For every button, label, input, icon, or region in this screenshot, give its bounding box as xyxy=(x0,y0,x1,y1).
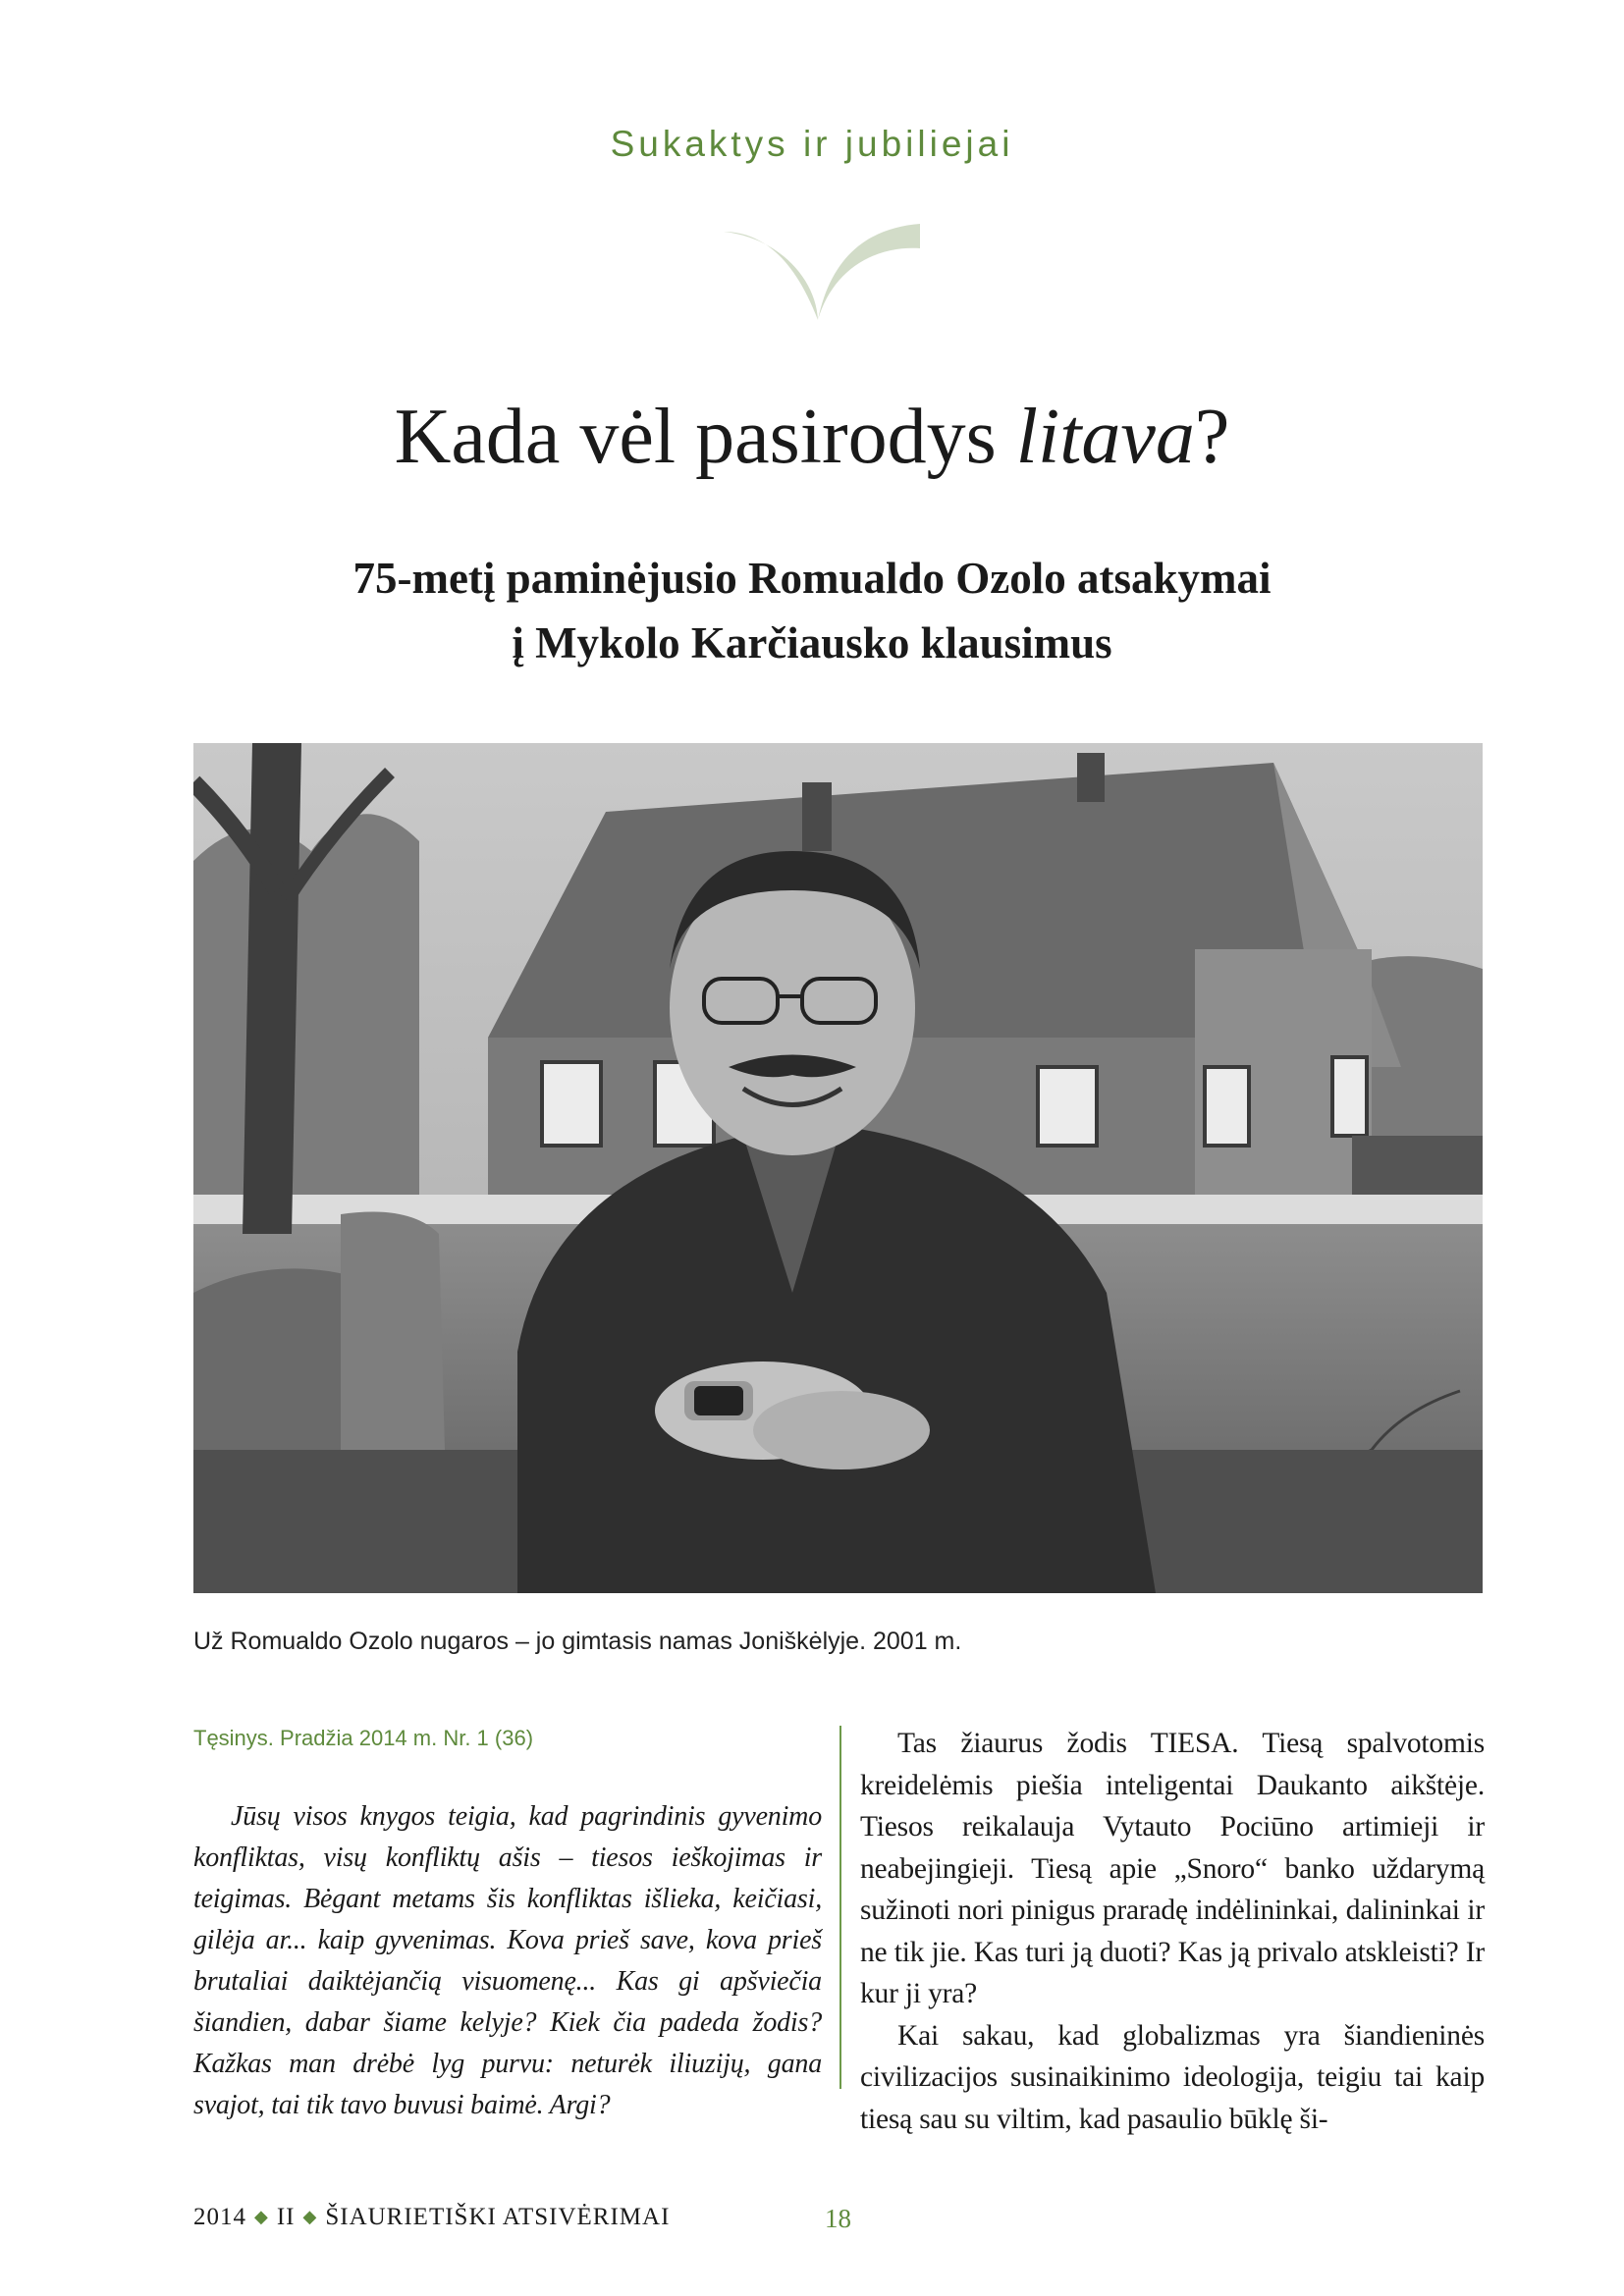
portrait-photo xyxy=(193,743,1483,1593)
footer-year: 2014 xyxy=(193,2204,246,2230)
diamond-bullet-icon: ◆ xyxy=(302,2207,318,2226)
continuation-note: Tęsinys. Pradžia 2014 m. Nr. 1 (36) xyxy=(193,1726,534,1750)
page-footer xyxy=(193,2204,670,2231)
section-label: Sukaktys ir jubiliejai xyxy=(610,124,1014,164)
interview-question: Jūsų visos knygos teigia, kad pagrindinis gyvenimo konfliktas, visų konfliktų ašis – tiesos ieškojimas ir teigimas. Bėgant metams šis konfliktas išlieka, keičiasi, gilėja ar... kaip gyvenimas. Kova prieš save, kova prieš brutaliai daiktėjančią visuomenę... Kas gi apšviečia šiandien, dabar šiame kelyje? Kiek čia padeda žodis? Kažkas man drėbė lyg purvu: neturėk iliuzijų, gana svajot, tai tik tavo buvusi baimė. Argi? xyxy=(193,1801,822,2120)
left-column xyxy=(193,1726,822,2126)
column-divider xyxy=(839,1726,841,2089)
title-end: ? xyxy=(1194,394,1230,480)
subtitle-line-1: 75-metį paminėjusio Romualdo Ozolo atsakymai xyxy=(352,554,1272,603)
answer-paragraph-1: Tas žiaurus žodis TIESA. Tiesą spalvotomis kreidelėmis piešia inteligentai Daukanto aikštėje. Tiesos reikalauja Vytauto Pociūno artimieji ir neabejingieji. Tiesą apie „Snoro“ banko uždarymą sužinoti nori pinigus praradę indėlininkai, dalininkai ir ne tik jie. Kas turi ją duoti? Kas ją privalo atskleisti? Ir kur ji yra? xyxy=(860,1728,1485,2009)
title-italic-word: litava xyxy=(1015,394,1195,480)
photo-caption: Už Romualdo Ozolo nugaros – jo gimtasis namas Joniškėlyje. 2001 m. xyxy=(193,1628,962,1655)
subtitle-line-2: į Mykolo Karčiausko klausimus xyxy=(512,618,1112,667)
leaf-chevron-icon xyxy=(724,224,920,322)
diamond-bullet-icon: ◆ xyxy=(254,2207,269,2226)
title-main: Kada vėl pasirodys xyxy=(394,394,1016,480)
article-title xyxy=(0,393,1624,482)
article-subtitle xyxy=(0,546,1624,675)
footer-issue: II xyxy=(276,2204,296,2230)
page-number: 18 xyxy=(825,2204,851,2233)
answer-paragraph-2: Kai sakau, kad globalizmas yra šiandieninės civilizacijos susinaikinimo ideologija, teigiu tai kaip tiesą sau su viltim, kad pasaulio būklę ši- xyxy=(860,2019,1485,2135)
footer-journal: ŠIAURIETIŠKI ATSIVĖRIMAI xyxy=(325,2204,671,2230)
right-column xyxy=(860,1723,1485,2140)
